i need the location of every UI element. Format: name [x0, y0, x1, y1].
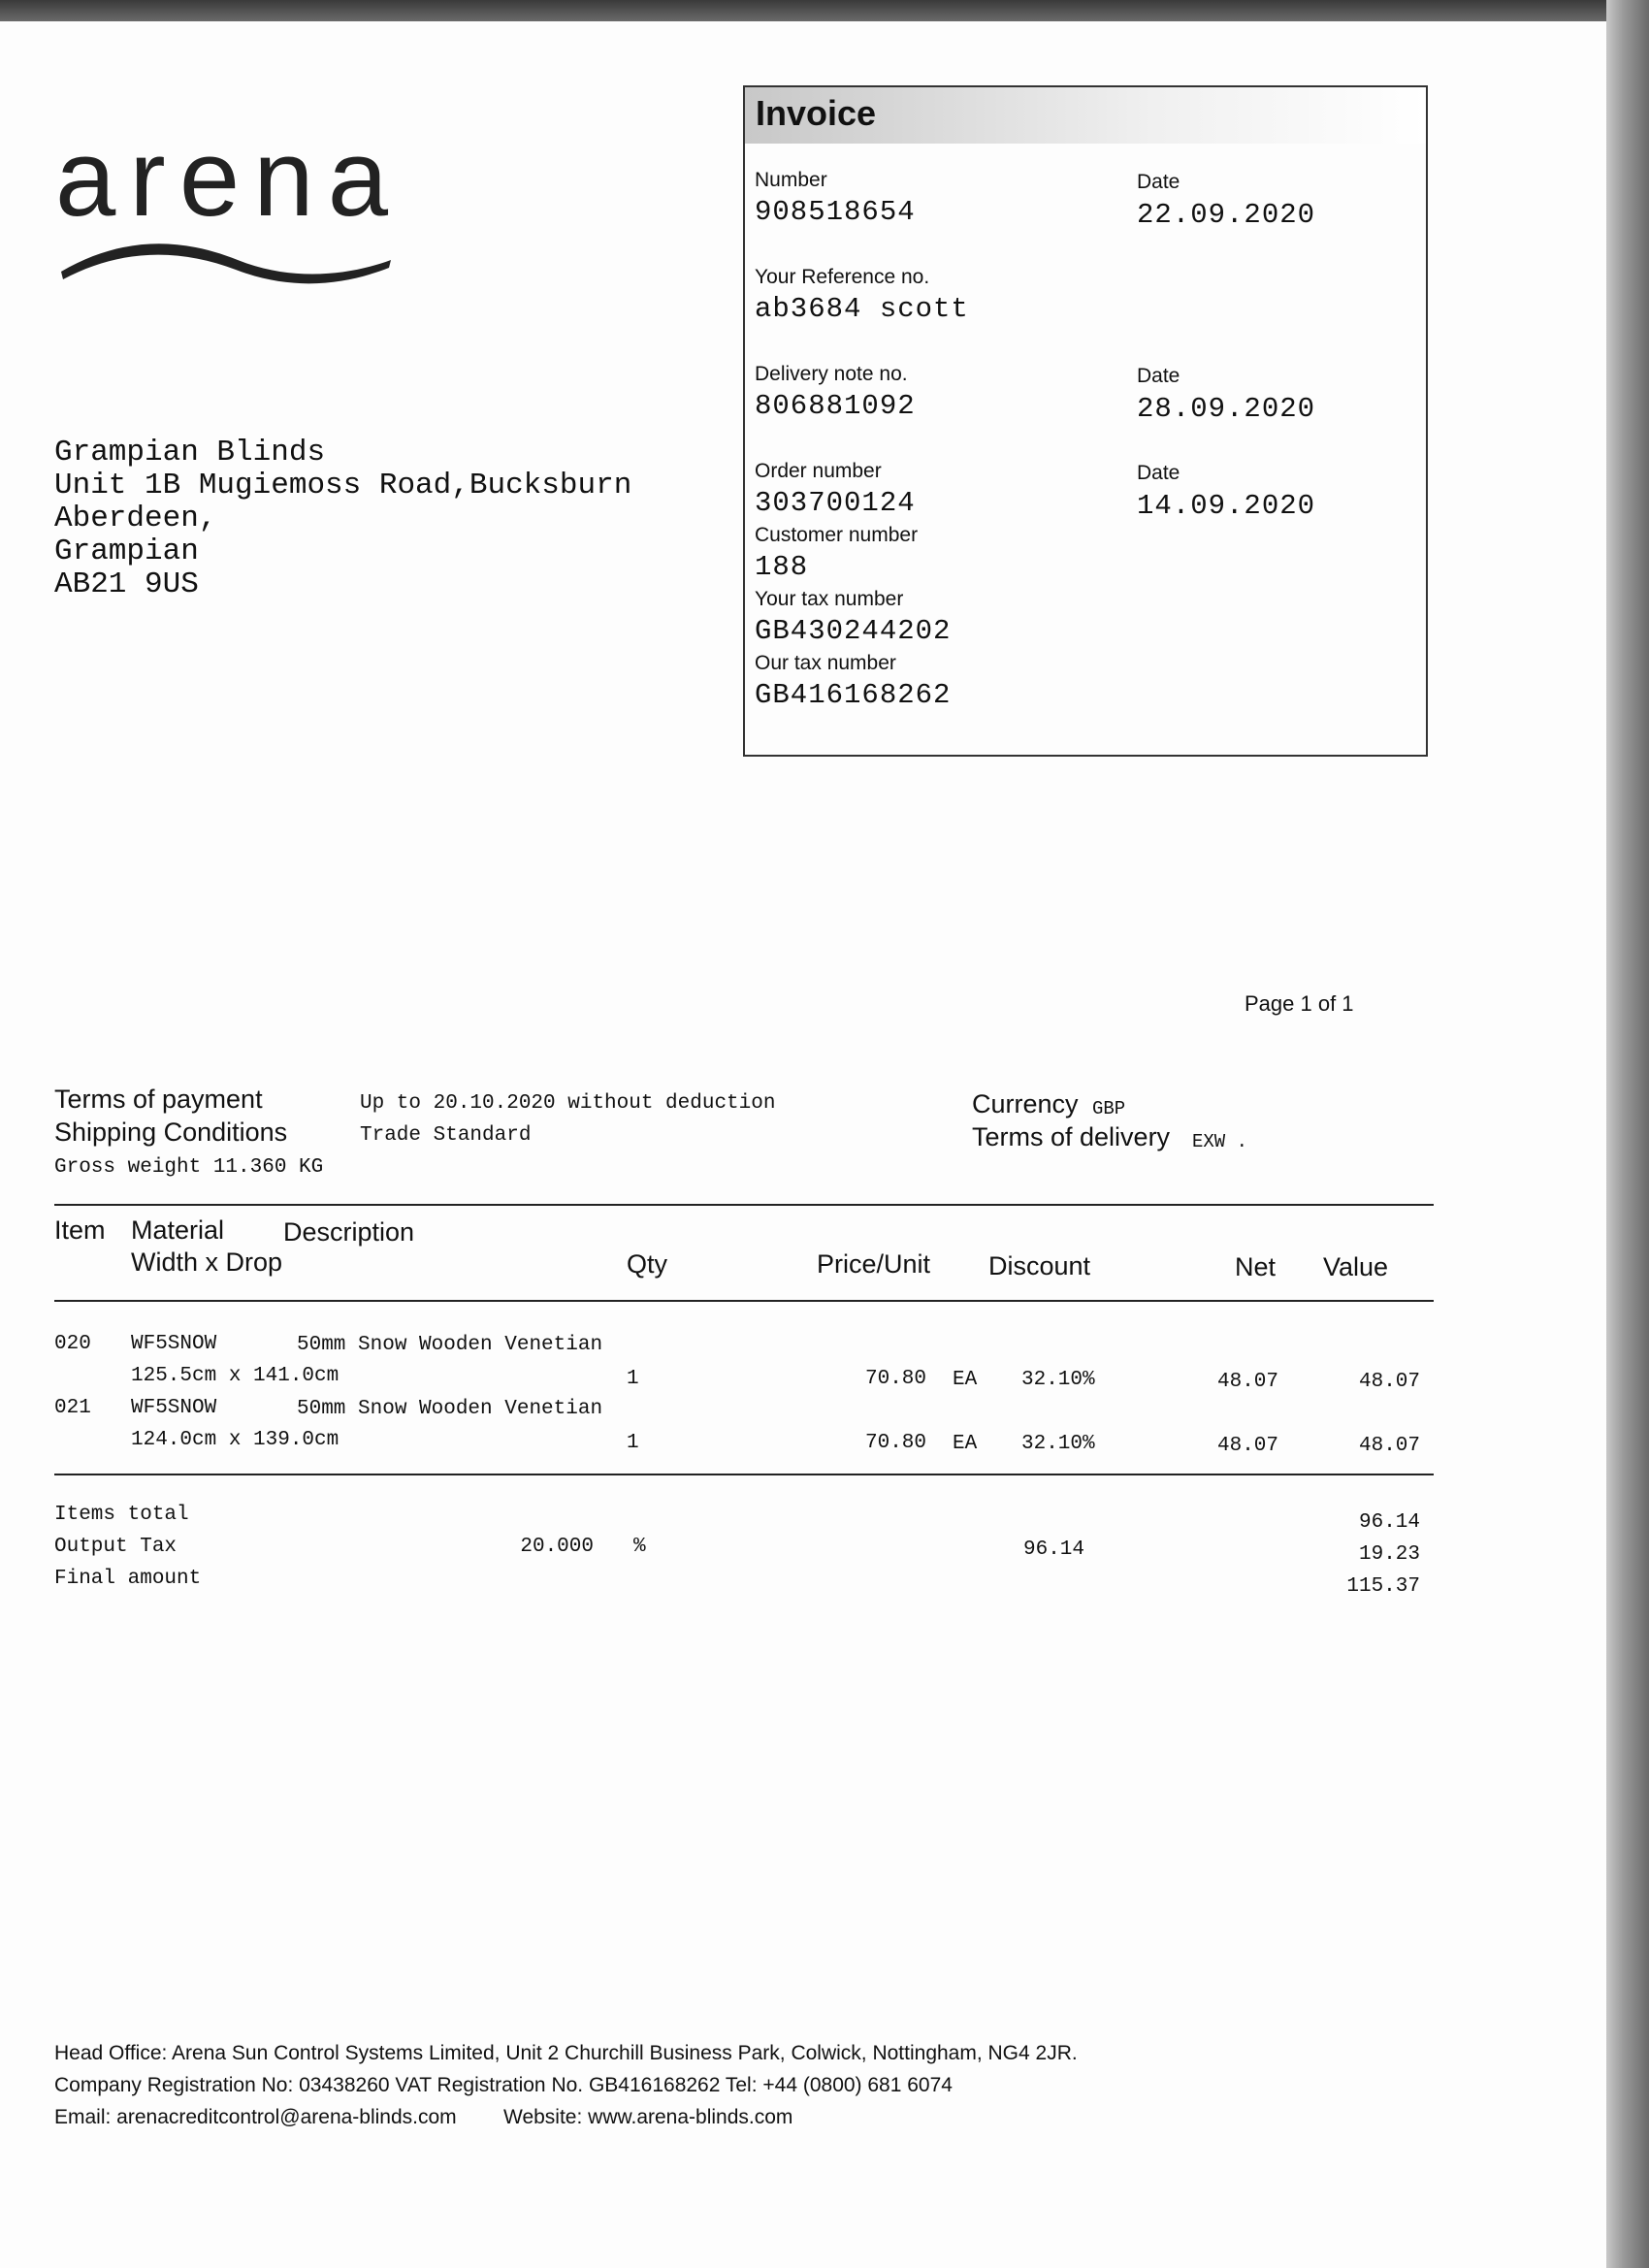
col-value: Value: [1323, 1252, 1389, 1281]
your-reference: ab3684 scott: [755, 293, 969, 325]
row-value: 48.07: [1358, 1435, 1420, 1457]
shipping-conditions-label: Shipping Conditions: [54, 1118, 288, 1147]
delivery-date: 28.09.2020: [1137, 393, 1316, 425]
divider: [54, 1300, 1434, 1302]
col-material: Material: [131, 1215, 225, 1245]
tax-rate: 20.000: [520, 1536, 594, 1558]
invoice-number-label: Number: [755, 169, 827, 191]
col-qty: Qty: [627, 1249, 668, 1279]
invoice-date: 22.09.2020: [1137, 199, 1316, 231]
items-total: 96.14: [1358, 1511, 1420, 1534]
your-reference-label: Your Reference no.: [755, 266, 930, 288]
currency-code: GBP: [1092, 1098, 1126, 1119]
order-number-label: Order number: [755, 460, 882, 482]
items-total-label: Items total: [54, 1504, 189, 1526]
final-amount-label: Final amount: [54, 1568, 202, 1590]
footer-website: Website: www.arena-blinds.com: [503, 2106, 793, 2128]
invoice-header-bar: [745, 87, 1426, 144]
row-unit: EA: [953, 1433, 978, 1455]
address-line: Aberdeen,: [54, 502, 217, 535]
row-discount: 32.10%: [1021, 1369, 1095, 1391]
address-line: AB21 9US: [54, 567, 199, 601]
our-tax-number: GB416168262: [755, 679, 952, 711]
row-size: 124.0cm x 139.0cm: [131, 1429, 340, 1451]
gross-weight: Gross weight 11.360 KG: [54, 1156, 324, 1179]
logo-wave-icon: [61, 243, 391, 283]
footer-registration: Company Registration No: 03438260 VAT Registration No. GB416168262 Tel: +44 (0800) 681 6074: [54, 2074, 953, 2096]
scan-edge-top: [0, 0, 1649, 21]
final-amount: 115.37: [1346, 1575, 1420, 1598]
invoice-title: Invoice: [756, 93, 877, 133]
output-tax-label: Output Tax: [54, 1536, 178, 1558]
recipient-address: [54, 437, 631, 601]
row-price: 70.80: [864, 1432, 926, 1454]
divider: [54, 1474, 1434, 1475]
footer-email: Email: arenacreditcontrol@arena-blinds.com: [54, 2106, 457, 2128]
order-number: 303700124: [755, 487, 916, 519]
col-discount: Discount: [988, 1251, 1091, 1280]
row-size: 125.5cm x 141.0cm: [131, 1365, 340, 1387]
invoice-number: 908518654: [755, 196, 916, 228]
customer-number: 188: [755, 551, 809, 583]
your-tax-label: Your tax number: [755, 588, 904, 610]
col-width-drop: Width x Drop: [131, 1247, 283, 1277]
terms-of-delivery: EXW .: [1192, 1131, 1248, 1152]
arena-logo: [53, 128, 412, 293]
col-description: Description: [283, 1217, 415, 1247]
row-net: 48.07: [1216, 1435, 1278, 1457]
row-material: WF5SNOW: [131, 1397, 217, 1419]
row-unit: EA: [953, 1369, 978, 1391]
shipping-conditions: Trade Standard: [360, 1124, 532, 1147]
scan-edge-right: [1606, 0, 1649, 2268]
row-material: WF5SNOW: [131, 1333, 217, 1355]
row-price: 70.80: [864, 1368, 926, 1390]
row-qty: 1: [627, 1368, 639, 1390]
row-net: 48.07: [1216, 1371, 1278, 1393]
order-date-label: Date: [1137, 462, 1180, 484]
delivery-note-label: Delivery note no.: [755, 363, 908, 385]
our-tax-label: Our tax number: [755, 652, 896, 674]
divider: [54, 1204, 1434, 1206]
terms-of-delivery-label: Terms of delivery: [972, 1122, 1171, 1151]
row-qty: 1: [627, 1432, 639, 1454]
invoice-details-box: [743, 85, 1428, 757]
invoice-date-label: Date: [1137, 171, 1180, 193]
col-net: Net: [1235, 1252, 1277, 1281]
row-description: 50mm Snow Wooden Venetian: [297, 1334, 603, 1356]
terms-of-payment-label: Terms of payment: [54, 1085, 263, 1114]
tax-value: 19.23: [1358, 1543, 1420, 1566]
address-line: Unit 1B Mugiemoss Road,Bucksburn: [54, 469, 632, 502]
delivery-date-label: Date: [1137, 365, 1180, 387]
tax-base: 96.14: [1022, 1539, 1084, 1561]
customer-number-label: Customer number: [755, 524, 919, 546]
page-indicator: Page 1 of 1: [1245, 991, 1354, 1016]
order-date: 14.09.2020: [1137, 490, 1316, 522]
row-description: 50mm Snow Wooden Venetian: [297, 1398, 603, 1420]
terms-of-payment: Up to 20.10.2020 without deduction: [360, 1092, 776, 1115]
col-item: Item: [54, 1215, 106, 1245]
row-item: 020: [54, 1333, 91, 1355]
col-price-unit: Price/Unit: [817, 1249, 931, 1279]
row-discount: 32.10%: [1021, 1433, 1095, 1455]
row-item: 021: [54, 1397, 91, 1419]
currency-label: Currency: [972, 1089, 1079, 1118]
address-line: Grampian: [54, 535, 199, 568]
footer-head-office: Head Office: Arena Sun Control Systems Limited, Unit 2 Churchill Business Park, Colwick, Nottingham, NG4 2JR.: [54, 2042, 1078, 2064]
delivery-note-number: 806881092: [755, 390, 916, 422]
your-tax-number: GB430244202: [755, 615, 952, 647]
row-value: 48.07: [1358, 1371, 1420, 1393]
invoice-page: [0, 21, 1606, 2268]
logo-wordmark: arena: [55, 128, 390, 239]
address-line: Grampian Blinds: [54, 436, 326, 470]
tax-percent: %: [633, 1536, 646, 1558]
